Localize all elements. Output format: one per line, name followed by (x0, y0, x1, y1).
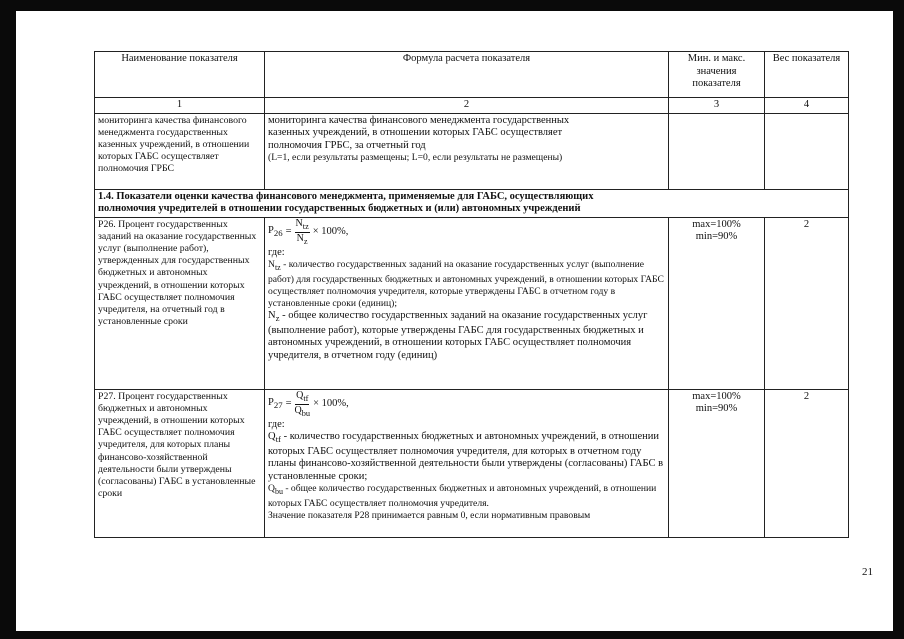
p26-lhs (268, 225, 283, 240)
p26-min-max (669, 217, 765, 389)
p26-denominator (297, 233, 308, 247)
continued-weight (765, 113, 849, 189)
p27-formula (265, 389, 669, 537)
p26-indicator-name: P26. Процент государственных заданий на оказание государственных услуг (выполнение работ), утвержденных для государственных бюджетных и автономных учреждений, в отношении которых ГАБС осуществляет полномочия учредителя, на отчетный год в установленные сроки (95, 217, 265, 389)
p26-numerator (295, 218, 310, 233)
scan-border-bottom (0, 631, 904, 639)
header-formula: Формула расчета показателя (265, 52, 669, 98)
continued-indicator-name: мониторинга качества финансового менеджмента государственных казенных учреждений, в отношении которых ГАБС осуществляет полномочия ГРБС (95, 113, 265, 189)
p27-min-max (669, 389, 765, 537)
p26-multiplier: × 100%, (312, 226, 349, 238)
section-heading (95, 189, 849, 217)
p27-def2-subscript: bu (274, 487, 283, 496)
p27-min-value: min=90% (695, 403, 738, 414)
p26-where: где: (268, 246, 285, 258)
column-number-3: 3 (669, 98, 765, 114)
p26-numerator-symbol: N (295, 218, 303, 229)
p27-lhs-symbol: P (268, 397, 274, 409)
scan-border-right (893, 0, 904, 639)
p26-weight: 2 (765, 217, 849, 389)
p26-max-value: max=100% (692, 218, 741, 230)
column-number-2: 2 (265, 98, 669, 114)
p26-def1-text: - количество государственных заданий на оказание государственных услуг (выполнение работ) для государственных бюджетных и автономных учреждений, в отношении которых ГАБС осуществляет полномочия учредителя, которые утверждены ГАБС в отчетном году в установленные сроки (единиц); (268, 259, 664, 309)
section-heading-line2: полномочия учредителей в отношении государственных бюджетных и (или) автономных учреждений (98, 203, 581, 214)
p27-multiplier: × 100%, (313, 398, 349, 410)
p27-numerator-symbol: Q (296, 390, 304, 401)
p27-definition-1 (268, 431, 665, 483)
p26-denominator-subscript: z (303, 237, 308, 246)
p27-indicator-name: P27. Процент государственных бюджетных и автономных учреждений, в отношении которых ГАБС осуществляет полномочия учредителя, для которых планы финансово-хозяйственной деятельности были утверждены (согласованы) ГАБС в установленные сроки (95, 389, 265, 537)
p26-fraction (295, 218, 310, 247)
p27-max-value: max=100% (692, 390, 741, 402)
p26-def2-subscript: z (275, 313, 280, 323)
p27-def1-text: - количество государственных бюджетных и автономных учреждений, в отношении которых ГАБС осуществляет полномочия учредителя, для которых в отчетном году планы финансово-хозяйственной деятельности были утверждены (согласованы) ГАБС в установленные сроки; (268, 431, 664, 482)
p27-def1-subscript: tf (275, 434, 281, 445)
table-header-row (95, 52, 849, 98)
p26-definition-1 (268, 259, 665, 310)
column-number-4: 4 (765, 98, 849, 114)
continued-formula-line2: казенных учреждений, в отношении которых ГАБС осуществляет (268, 127, 563, 138)
p27-where: где: (268, 418, 285, 430)
header-indicator-name: Наименование показателя (95, 52, 265, 98)
indicators-table (94, 51, 849, 538)
section-heading-line1: 1.4. Показатели оценки качества финансового менеджмента, применяемые для ГАБС, осуществляющих (98, 190, 594, 202)
p27-def1-symbol: Q (268, 431, 276, 442)
p26-equals: = (285, 226, 292, 238)
p27-fraction (295, 390, 311, 419)
p26-numerator-subscript: tz (302, 222, 309, 231)
p27-def2-symbol: Q (268, 483, 275, 495)
p27-weight: 2 (765, 389, 849, 537)
table-row-p27 (95, 389, 849, 537)
p27-def2-text: - общее количество государственных бюджетных и автономных учреждений, в отношении которых ГАБС осуществляет полномочия учредителя. (268, 483, 657, 509)
page-number: 21 (862, 566, 873, 578)
p26-def2-text: - общее количество государственных заданий на оказание государственных услуг (выполнение работ), которые утверждены ГАБС для государственных бюджетных и автономных учреждений, в отношении которых ГАБС осуществляет полномочия учредителя, в отчетном году (единиц) (268, 309, 648, 361)
column-number-1: 1 (95, 98, 265, 114)
scan-border-left (0, 0, 16, 639)
continued-formula (265, 113, 669, 189)
header-min-max-line2: значения (696, 65, 737, 77)
p26-min-value: min=90% (695, 231, 738, 242)
section-heading-row (95, 189, 849, 217)
p27-denominator-subscript: bu (301, 409, 311, 418)
p26-lhs-symbol: P (268, 225, 274, 237)
continued-formula-line3: полномочия ГРБС, за отчетный год (268, 139, 426, 151)
p26-def2-symbol: N (268, 309, 276, 321)
p26-formula (265, 217, 669, 389)
header-weight: Вес показателя (765, 52, 849, 98)
table-row-continued (95, 113, 849, 189)
scan-border-top (0, 0, 904, 11)
continued-formula-line1: мониторинга качества финансового менеджмента государственных (268, 114, 570, 126)
p27-numerator (295, 390, 309, 405)
header-min-max (669, 52, 765, 98)
p27-denominator-symbol: Q (294, 405, 302, 416)
p26-denominator-symbol: N (296, 233, 304, 244)
p26-formula-expression (268, 219, 665, 247)
column-number-row (95, 98, 849, 114)
p26-def1-subscript: tz (274, 262, 281, 272)
p26-def1-symbol: N (268, 259, 275, 270)
continued-min-max (669, 113, 765, 189)
header-min-max-line3: показателя (692, 78, 741, 89)
p27-lhs-subscript: 27 (273, 400, 283, 411)
p27-equals: = (285, 398, 292, 410)
p27-lhs (268, 397, 283, 412)
continued-formula-line4: (L=1, если результаты размещены; L=0, если результаты не размещены) (268, 152, 563, 163)
header-min-max-line1: Мин. и макс. (687, 53, 746, 64)
p27-numerator-subscript: tf (303, 394, 309, 403)
table-row-p26 (95, 217, 849, 389)
p26-definition-2 (268, 310, 665, 362)
p27-note: Значение показателя P28 принимается равным 0, если нормативным правовым (268, 510, 591, 521)
p27-denominator (295, 405, 311, 419)
p27-formula-expression (268, 391, 665, 419)
p27-definition-2 (268, 483, 665, 510)
p26-lhs-subscript: 26 (273, 228, 283, 239)
